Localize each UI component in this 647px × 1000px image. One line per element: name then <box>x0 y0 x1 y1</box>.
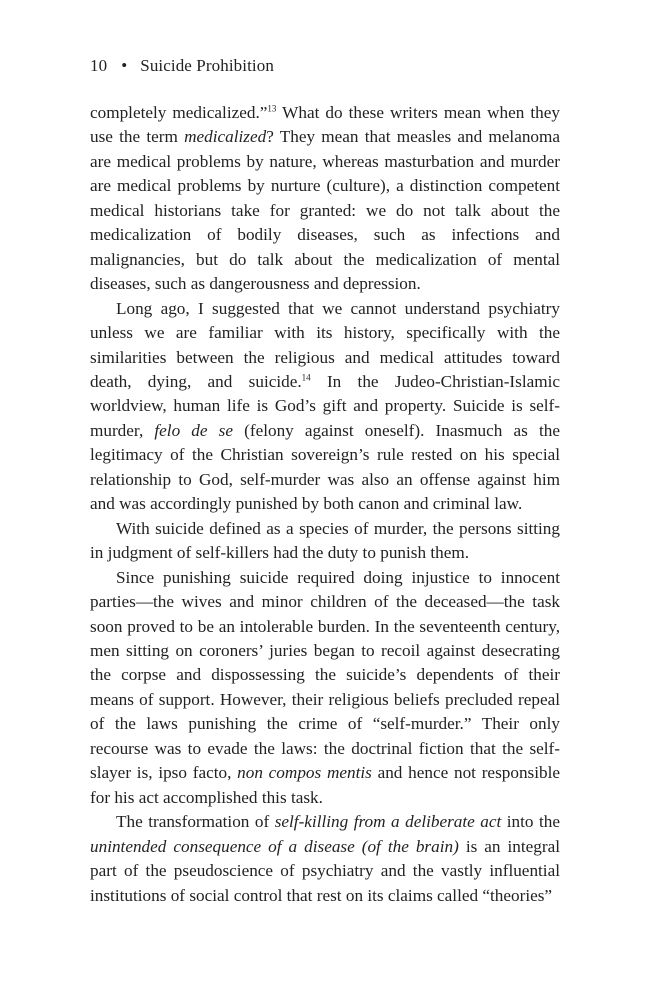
body-text <box>90 101 560 908</box>
paragraph-5 <box>90 810 560 908</box>
paragraph-text: is an integral part of the pseudoscience of psychiatry and the vastly influential institutions of social control that rest on its claims called “theories” <box>90 836 560 905</box>
running-head <box>90 56 274 76</box>
page-number: 10 <box>90 56 108 75</box>
footnote-ref-14: 14 <box>301 372 311 383</box>
separator-bullet: • <box>121 56 128 75</box>
paragraph-text: into the <box>501 812 560 832</box>
paragraph-text: completely medicalized.” <box>90 103 268 122</box>
paragraph-text: ? They mean that measles and melanoma are medical problems by nature, whereas masturbation and murder are medical problems by nurture (culture), a distinction competent medical historians take for granted: we do not talk about the medicalization of bodily diseases, such as infections and malignancies, but do talk about the medicalization of mental diseases, such as dangerousness and depression. <box>90 127 561 294</box>
paragraph-text: What do these writers mean when they use the term <box>90 103 560 147</box>
paragraph-text: Long ago, I suggested that we cannot understand psychiatry unless we are familiar with its history, specifically with the similarities between the religious and medical attitudes toward death, dying, and suicide. <box>90 298 560 391</box>
paragraph-text: The transformation of <box>116 812 275 832</box>
paragraph-text: (felony against oneself). Inasmuch as the legitimacy of the Christian sovereign’s rule rested on his special relationship to God, self-murder was also an offense against him and was accordingly punished by both canon and criminal law. <box>90 420 560 514</box>
paragraph-2 <box>90 297 560 517</box>
italic-term: medicalized <box>184 127 267 147</box>
paragraph-text: With suicide defined as a species of murder, the persons sitting in judgment of self-killers had the duty to punish them. <box>90 518 560 563</box>
paragraph-1 <box>90 101 560 297</box>
paragraph-text: In the Judeo-Christian-Islamic worldview, human life is God’s gift and property. Suicide is self-murder, <box>90 371 561 440</box>
italic-term: non compos mentis <box>237 763 372 783</box>
paragraph-3 <box>90 517 560 566</box>
paragraph-4 <box>90 566 560 811</box>
italic-term: felo de se <box>154 420 233 440</box>
running-title: Suicide Prohibition <box>140 56 274 75</box>
footnote-ref-13: 13 <box>267 103 277 114</box>
paragraph-text: and hence not responsible for his act accomplished this task. <box>90 763 560 807</box>
italic-phrase: unintended consequence of a disease (of the brain) <box>90 836 459 856</box>
paragraph-text: Since punishing suicide required doing injustice to innocent parties—the wives and minor children of the deceased—the task soon proved to be an intolerable burden. In the seventeenth century, men sitting on coroners’ juries began to recoil against desecrating the corpse and dispossessing the suicide’s dependents of their means of support. However, their religious beliefs precluded repeal of the laws punishing the crime of “self-murder.” Their only recourse was to evade the laws: the doctrinal fiction that the self-slayer is, ipso facto, <box>90 567 560 783</box>
italic-phrase: self-killing from a deliberate act <box>274 812 502 832</box>
